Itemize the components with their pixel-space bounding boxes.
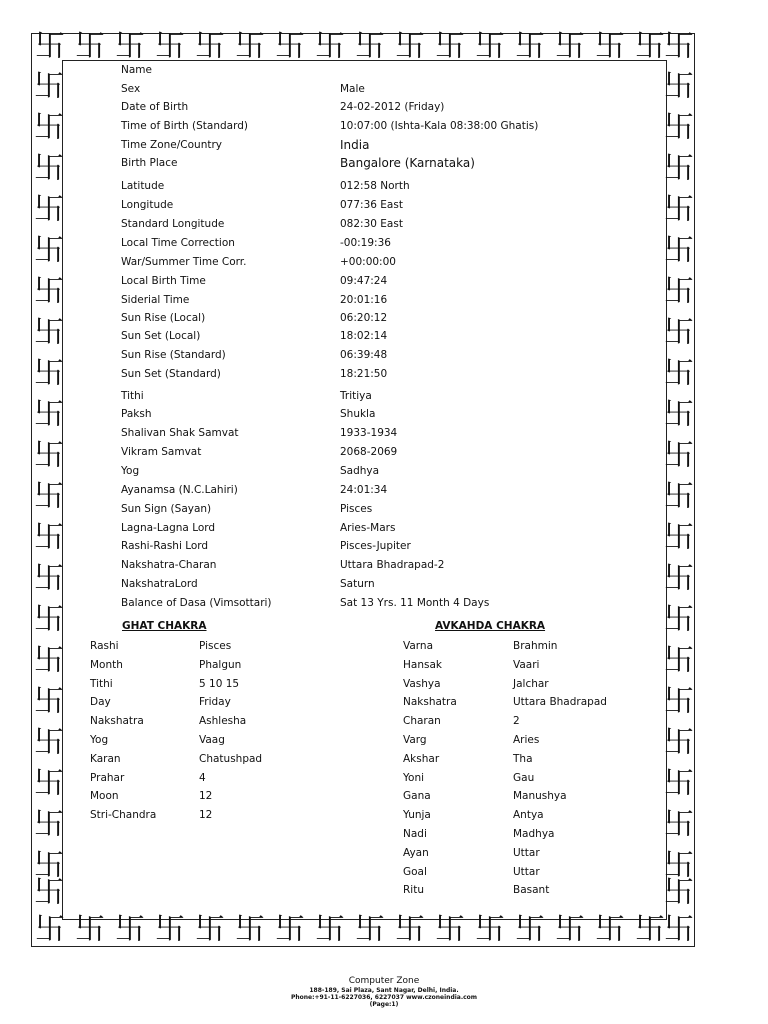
chakra-label: Day [90,696,111,708]
chakra-value: Uttar [513,866,540,878]
chakra-value: Brahmin [513,640,558,652]
detail-value: 1933-1934 [340,427,398,439]
detail-label: Paksh [121,408,152,420]
detail-value: India [340,138,370,152]
swastika-icon: 卐 [595,912,625,947]
detail-value: Aries-Mars [340,522,396,534]
swastika-icon: 卐 [664,29,694,64]
detail-value: Pisces-Jupiter [340,540,411,552]
swastika-icon: 卐 [34,110,64,145]
swastika-icon: 卐 [664,848,694,883]
swastika-icon: 卐 [115,912,145,947]
detail-label: Balance of Dasa (Vimsottari) [121,597,272,609]
swastika-icon: 卐 [34,875,64,910]
chakra-value: Antya [513,809,544,821]
detail-value: 082:30 East [340,218,403,230]
detail-label: Sun Rise (Standard) [121,349,226,361]
swastika-icon: 卐 [34,356,64,391]
detail-label: Time of Birth (Standard) [121,120,248,132]
swastika-icon: 卐 [34,397,64,432]
swastika-icon: 卐 [555,29,585,64]
detail-label: Longitude [121,199,174,211]
swastika-icon: 卐 [664,397,694,432]
swastika-icon: 卐 [34,848,64,883]
ghat-chakra-title: GHAT CHAKRA [122,620,207,632]
chakra-label: Ritu [403,884,424,896]
detail-value: +00:00:00 [340,256,396,268]
chakra-value: Uttar [513,847,540,859]
swastika-icon: 卐 [355,912,385,947]
detail-label: Vikram Samvat [121,446,202,458]
swastika-icon: 卐 [664,110,694,145]
detail-label: Rashi-Rashi Lord [121,540,209,552]
chakra-value: 2 [513,715,520,727]
chakra-value: Madhya [513,828,555,840]
chakra-value: 4 [199,772,206,784]
chakra-label: Nakshatra [403,696,457,708]
chakra-label: Vashya [403,678,441,690]
swastika-icon: 卐 [664,192,694,227]
detail-value: Uttara Bhadrapad-2 [340,559,445,571]
swastika-icon: 卐 [664,643,694,678]
swastika-icon: 卐 [34,479,64,514]
chakra-label: Akshar [403,753,440,765]
swastika-icon: 卐 [635,912,665,947]
swastika-icon: 卐 [275,912,305,947]
chakra-label: Ayan [403,847,429,859]
swastika-icon: 卐 [635,29,665,64]
chakra-label: Karan [90,753,121,765]
detail-value: 06:20:12 [340,312,388,324]
detail-value: 012:58 North [340,180,410,192]
footer-company: Computer Zone [348,976,420,986]
swastika-icon: 卐 [34,643,64,678]
chakra-value: Tha [513,753,533,765]
chakra-label: Yunja [403,809,431,821]
chakra-label: Month [90,659,123,671]
detail-value: Sadhya [340,465,380,477]
swastika-icon: 卐 [195,29,225,64]
footer [0,976,768,1008]
swastika-icon: 卐 [395,912,425,947]
detail-label: Sun Rise (Local) [121,312,206,324]
swastika-icon: 卐 [664,602,694,637]
chakra-label: Nadi [403,828,427,840]
swastika-icon: 卐 [664,520,694,555]
swastika-icon: 卐 [664,356,694,391]
swastika-icon: 卐 [75,912,105,947]
swastika-icon: 卐 [595,29,625,64]
swastika-icon: 卐 [34,233,64,268]
chakra-value: Manushya [513,790,567,802]
detail-label: Name [121,64,152,76]
swastika-icon: 卐 [315,912,345,947]
chakra-value: Jalchar [513,678,549,690]
detail-value: 077:36 East [340,199,403,211]
footer-address: 188-189, Sai Plaza, Sant Nagar, Delhi, India. [309,987,459,994]
detail-value: 09:47:24 [340,275,388,287]
detail-value: 24-02-2012 (Friday) [340,101,445,113]
swastika-icon: 卐 [34,602,64,637]
detail-value: Bangalore (Karnataka) [340,156,475,170]
detail-label: Nakshatra-Charan [121,559,217,571]
swastika-icon: 卐 [155,912,185,947]
detail-label: NakshatraLord [121,578,198,590]
swastika-icon: 卐 [75,29,105,64]
detail-value: 20:01:16 [340,294,388,306]
swastika-icon: 卐 [315,29,345,64]
swastika-icon: 卐 [664,69,694,104]
detail-value: 24:01:34 [340,484,388,496]
swastika-icon: 卐 [355,29,385,64]
swastika-icon: 卐 [435,29,465,64]
swastika-icon: 卐 [664,233,694,268]
swastika-icon: 卐 [35,29,65,64]
detail-value: Male [340,83,365,95]
swastika-icon: 卐 [34,315,64,350]
detail-value: Shukla [340,408,376,420]
swastika-icon: 卐 [475,29,505,64]
swastika-icon: 卐 [664,438,694,473]
footer-contact: Phone:+91-11-6227036, 6227037 www.czoneindia.com [290,994,478,1001]
swastika-icon: 卐 [664,766,694,801]
chakra-value: 12 [199,809,213,821]
swastika-icon: 卐 [34,151,64,186]
detail-label: Latitude [121,180,165,192]
swastika-icon: 卐 [555,912,585,947]
chakra-value: 12 [199,790,213,802]
chakra-label: Varna [403,640,434,652]
swastika-icon: 卐 [34,561,64,596]
swastika-icon: 卐 [235,912,265,947]
detail-label: Date of Birth [121,101,189,113]
swastika-icon: 卐 [275,29,305,64]
chakra-label: Nakshatra [90,715,144,727]
swastika-icon: 卐 [475,912,505,947]
detail-value: Tritiya [340,390,372,402]
detail-label: Birth Place [121,157,178,169]
detail-value: 18:02:14 [340,330,388,342]
chakra-label: Stri-Chandra [90,809,157,821]
swastika-icon: 卐 [435,912,465,947]
detail-label: Local Birth Time [121,275,206,287]
chakra-label: Prahar [90,772,125,784]
chakra-value: Gau [513,772,535,784]
detail-value: Saturn [340,578,375,590]
swastika-icon: 卐 [235,29,265,64]
chakra-value: Chatushpad [199,753,263,765]
chakra-label: Tithi [90,678,113,690]
swastika-icon: 卐 [34,274,64,309]
detail-label: War/Summer Time Corr. [121,256,247,268]
swastika-icon: 卐 [115,29,145,64]
detail-label: Tithi [121,390,144,402]
footer-page-number: (Page:1) [369,1001,399,1008]
swastika-icon: 卐 [664,479,694,514]
detail-value: 2068-2069 [340,446,398,458]
detail-value: 06:39:48 [340,349,388,361]
swastika-icon: 卐 [664,725,694,760]
chakra-label: Moon [90,790,119,802]
chakra-value: Vaag [199,734,225,746]
chakra-label: Yog [90,734,109,746]
swastika-icon: 卐 [34,520,64,555]
swastika-icon: 卐 [664,151,694,186]
chakra-value: Uttara Bhadrapad [513,696,607,708]
chakra-label: Hansak [403,659,442,671]
detail-label: Time Zone/Country [121,139,223,151]
detail-label: Sun Set (Standard) [121,368,221,380]
detail-label: Lagna-Lagna Lord [121,522,216,534]
chakra-value: Vaari [513,659,540,671]
chakra-label: Rashi [90,640,119,652]
chakra-value: Aries [513,734,540,746]
swastika-icon: 卐 [34,192,64,227]
swastika-icon: 卐 [34,807,64,842]
chakra-value: Ashlesha [199,715,247,727]
swastika-icon: 卐 [35,912,65,947]
detail-label: Siderial Time [121,294,190,306]
swastika-icon: 卐 [34,69,64,104]
chakra-value: 5 10 15 [199,678,240,690]
swastika-icon: 卐 [155,29,185,64]
chakra-label: Charan [403,715,441,727]
detail-label: Shalivan Shak Samvat [121,427,239,439]
avkahda-chakra-title: AVKAHDA CHAKRA [435,620,546,632]
swastika-icon: 卐 [664,684,694,719]
swastika-icon: 卐 [515,29,545,64]
detail-label: Ayanamsa (N.C.Lahiri) [121,484,238,496]
swastika-icon: 卐 [664,912,694,947]
chakra-label: Gana [403,790,431,802]
detail-label: Standard Longitude [121,218,225,230]
detail-label: Yog [121,465,140,477]
detail-label: Local Time Correction [121,237,235,249]
swastika-icon: 卐 [34,684,64,719]
swastika-icon: 卐 [34,438,64,473]
detail-label: Sex [121,83,141,95]
chakra-value: Phalgun [199,659,242,671]
swastika-icon: 卐 [195,912,225,947]
detail-value: 10:07:00 (Ishta-Kala 08:38:00 Ghatis) [340,120,539,132]
chakra-value: Basant [513,884,550,896]
swastika-icon: 卐 [664,315,694,350]
detail-label: Sun Sign (Sayan) [121,503,212,515]
swastika-icon: 卐 [664,274,694,309]
detail-label: Sun Set (Local) [121,330,201,342]
detail-value: Sat 13 Yrs. 11 Month 4 Days [340,597,490,609]
detail-value: -00:19:36 [340,237,391,249]
detail-value: 18:21:50 [340,368,388,380]
swastika-icon: 卐 [34,725,64,760]
chakra-label: Goal [403,866,427,878]
chakra-value: Friday [199,696,231,708]
swastika-icon: 卐 [395,29,425,64]
swastika-icon: 卐 [664,875,694,910]
swastika-icon: 卐 [664,807,694,842]
chakra-value: Pisces [199,640,232,652]
chakra-label: Yoni [403,772,425,784]
swastika-icon: 卐 [34,766,64,801]
detail-value: Pisces [340,503,373,515]
chakra-label: Varg [403,734,427,746]
swastika-icon: 卐 [664,561,694,596]
swastika-icon: 卐 [515,912,545,947]
